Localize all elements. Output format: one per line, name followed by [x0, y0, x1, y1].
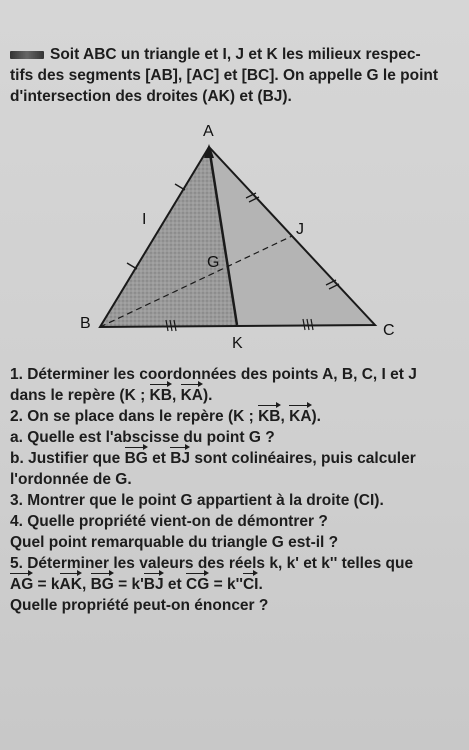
label-g: G [207, 254, 220, 271]
question-4-line-1: 4. Quelle propriété vient-on de démontrer ? [10, 513, 328, 530]
question-2: 2. On se place dans le repère (K ; KB, KA). [10, 408, 321, 425]
vector-ka: KA [289, 408, 312, 425]
question-5-line-2: AG = kAK, BG = k'BJ et CG = k''CI. [10, 576, 263, 593]
question-2a: a. Quelle est l'abscisse du point G ? [10, 429, 275, 446]
question-4-line-2: Quel point remarquable du triangle G est-il ? [10, 534, 339, 551]
label-k: K [232, 335, 243, 352]
tick-ai [175, 184, 185, 190]
vector-bg: BG [124, 450, 148, 467]
triangle-diagram [70, 120, 410, 355]
label-b: B [80, 315, 91, 332]
vector-cg: CG [186, 576, 210, 593]
question-1-line-1: 1. Déterminer les coordonnées des points A, B, C, I et J [10, 366, 417, 383]
vector-kb: KB [258, 408, 281, 425]
question-5-line-1: 5. Déterminer les valeurs des réels k, k' et k'' telles que [10, 555, 414, 572]
triangle-figure [70, 120, 410, 355]
vector-bj: BJ [170, 450, 191, 467]
problem-statement [10, 44, 462, 107]
vector-ci: CI [242, 576, 259, 593]
intro-line-2: tifs des segments [AB], [AC] et [BC]. On appelle G le point [10, 67, 439, 84]
vector-ak: AK [59, 576, 82, 593]
label-i: I [142, 211, 147, 228]
question-3: 3. Montrer que le point G appartient à la droite (CI). [10, 492, 384, 509]
intro-line-1: Soit ABC un triangle et I, J et K les milieux respec- [10, 44, 462, 65]
vector-ka: KA [180, 387, 203, 404]
logo-mark [10, 51, 44, 59]
label-j: J [296, 221, 304, 238]
label-a: A [203, 123, 214, 140]
vector-ag: AG [10, 576, 34, 593]
vector-bg: BG [90, 576, 114, 593]
tick-ib [127, 263, 137, 269]
question-2b-line-1: b. Justifier que BG et BJ sont colinéaires, puis calculer [10, 450, 416, 467]
intro-line-3: d'intersection des droites (AK) et (BJ). [10, 88, 292, 105]
question-5-line-3: Quelle propriété peut-on énoncer ? [10, 597, 269, 614]
vector-kb: KB [149, 387, 172, 404]
questions-list [10, 364, 465, 616]
question-1-line-2: dans le repère (K ; KB, KA). [10, 387, 213, 404]
question-2b-line-2: l'ordonnée de G. [10, 471, 132, 488]
vector-bj: BJ [143, 576, 164, 593]
label-c: C [383, 322, 395, 339]
